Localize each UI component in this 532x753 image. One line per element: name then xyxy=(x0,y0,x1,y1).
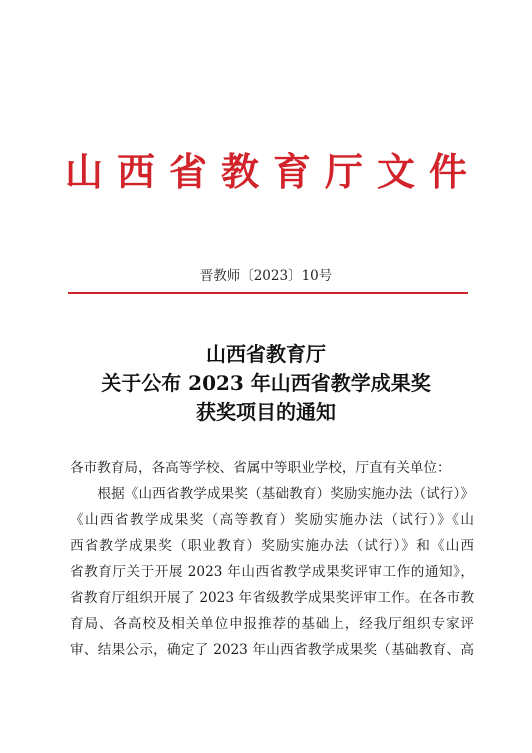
notice-title-line: 山西省教育厅 xyxy=(206,342,326,366)
salutation-line: 各市教育局，各高等学校、省属中等职业学校，厅直有关单位： xyxy=(70,460,451,476)
body-line: 西省教学成果奖（职业教育）奖励实施办法（试行）》和《山西 xyxy=(70,538,474,554)
issuing-authority-header: 山西省教育厅文件 xyxy=(64,149,481,194)
body-line: 省教育厅关于开展 2023 年山西省教学成果奖评审工作的通知》， xyxy=(70,564,474,580)
body-line: 省教育厅组织开展了 2023 年省级教学成果奖评审工作。在各市教 xyxy=(70,590,474,606)
notice-body xyxy=(70,455,474,663)
document-number: 晋教师〔2023〕10号 xyxy=(199,268,333,284)
body-line: 《山西省教学成果奖（高等教育）奖励实施办法（试行）》《山 xyxy=(70,512,474,528)
body-line: 审、结果公示，确定了 2023 年山西省教学成果奖（基础教育、高 xyxy=(70,642,474,658)
notice-title xyxy=(0,340,532,427)
notice-title-line: 获奖项目的通知 xyxy=(196,400,336,424)
notice-title-line: 关于公布 2023 年山西省教学成果奖 xyxy=(101,371,431,395)
body-line: 育局、各高校及相关单位申报推荐的基础上，经我厅组织专家评 xyxy=(70,616,474,632)
red-divider-line xyxy=(68,292,468,294)
body-line: 根据《山西省教学成果奖（基础教育）奖励实施办法（试行）》 xyxy=(70,486,474,502)
